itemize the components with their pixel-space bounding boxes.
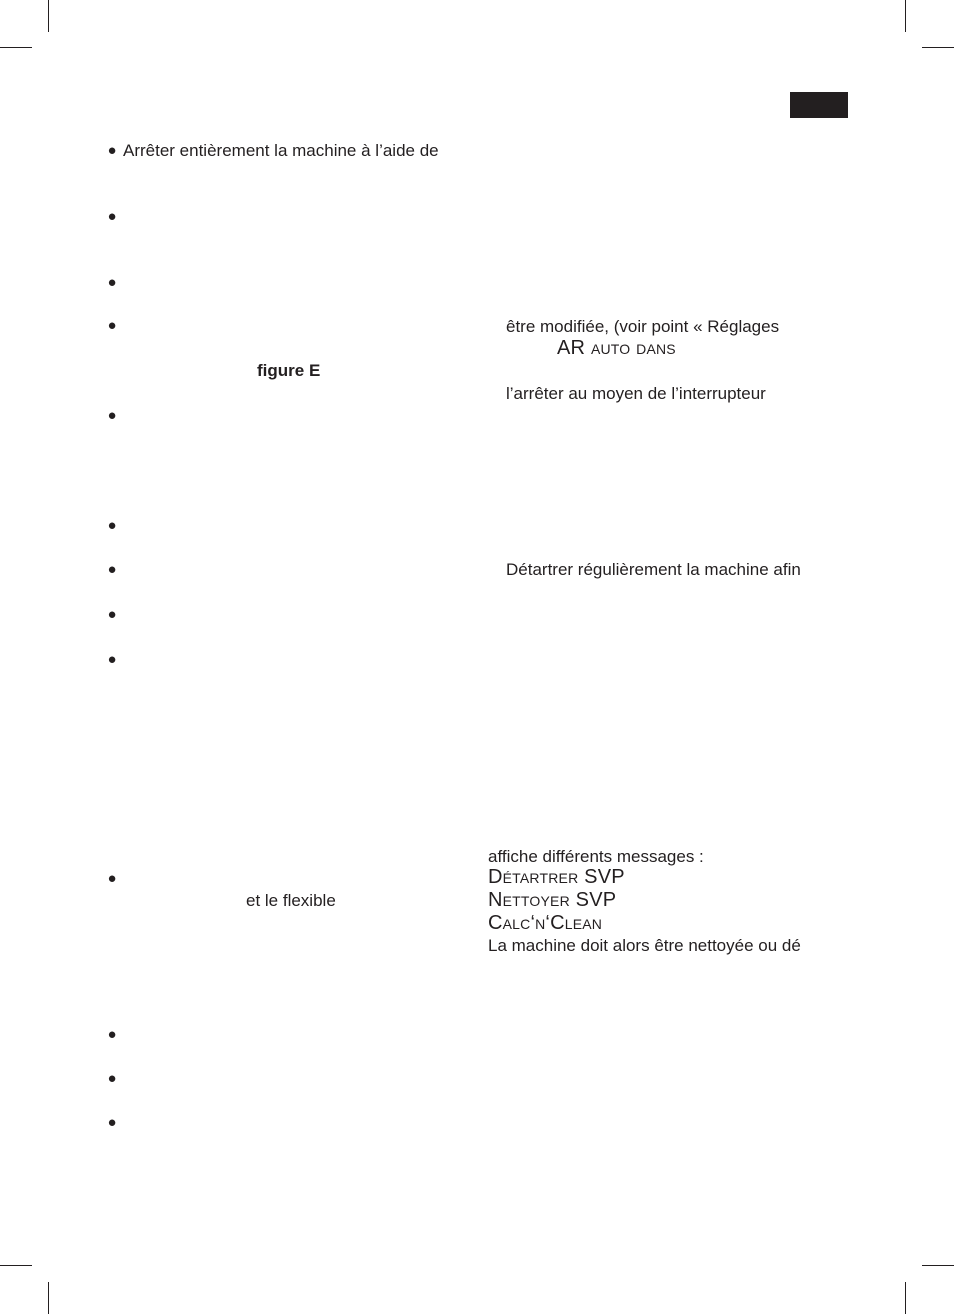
crop-mark-top-right-v <box>905 0 906 32</box>
modify-line: être modifiée, (voir point « Réglages <box>506 317 780 336</box>
crop-mark-bottom-right-v <box>905 1282 906 1314</box>
bullet-8: ● <box>107 606 117 623</box>
bullet-2: ● <box>107 208 117 225</box>
first-item-text: Arrêter entièrement la machine à l’aide de <box>123 141 439 160</box>
conclusion-line: La machine doit alors être nettoyée ou dé <box>488 936 801 955</box>
flexible-text: et le flexible <box>246 891 336 910</box>
detartrer-line: Détartrer régulièrement la machine afin <box>506 560 801 579</box>
crop-mark-bottom-left-h <box>0 1265 32 1266</box>
bullet-12: ● <box>107 1070 117 1087</box>
crop-mark-top-left-h <box>0 47 32 48</box>
crop-mark-bottom-right-h <box>922 1265 954 1266</box>
bullet-9: ● <box>107 651 117 668</box>
messages-intro: affiche différents messages : <box>488 847 704 866</box>
interrupteur-line: l’arrêter au moyen de l’interrupteur <box>506 384 766 403</box>
crop-mark-top-right-h <box>922 47 954 48</box>
language-tab <box>790 92 848 118</box>
bullet-4: ● <box>107 317 117 334</box>
msg-nettoyer: Nettoyer SVP <box>488 889 617 911</box>
bullet-11: ● <box>107 1026 117 1043</box>
bullet-1: ● <box>107 142 117 159</box>
msg-calcnclean: Calc‘n‘Clean <box>488 912 603 934</box>
bullet-10: ● <box>107 870 117 887</box>
bullet-7: ● <box>107 561 117 578</box>
ar-auto-line: AR auto dans <box>557 337 676 359</box>
figure-ref: figure E <box>257 361 321 380</box>
bullet-5: ● <box>107 407 117 424</box>
crop-mark-bottom-left-v <box>48 1282 49 1314</box>
bullet-6: ● <box>107 517 117 534</box>
bullet-3: ● <box>107 274 117 291</box>
bullet-13: ● <box>107 1114 117 1131</box>
crop-mark-top-left-v <box>48 0 49 32</box>
msg-detartrer: Détartrer SVP <box>488 866 625 888</box>
